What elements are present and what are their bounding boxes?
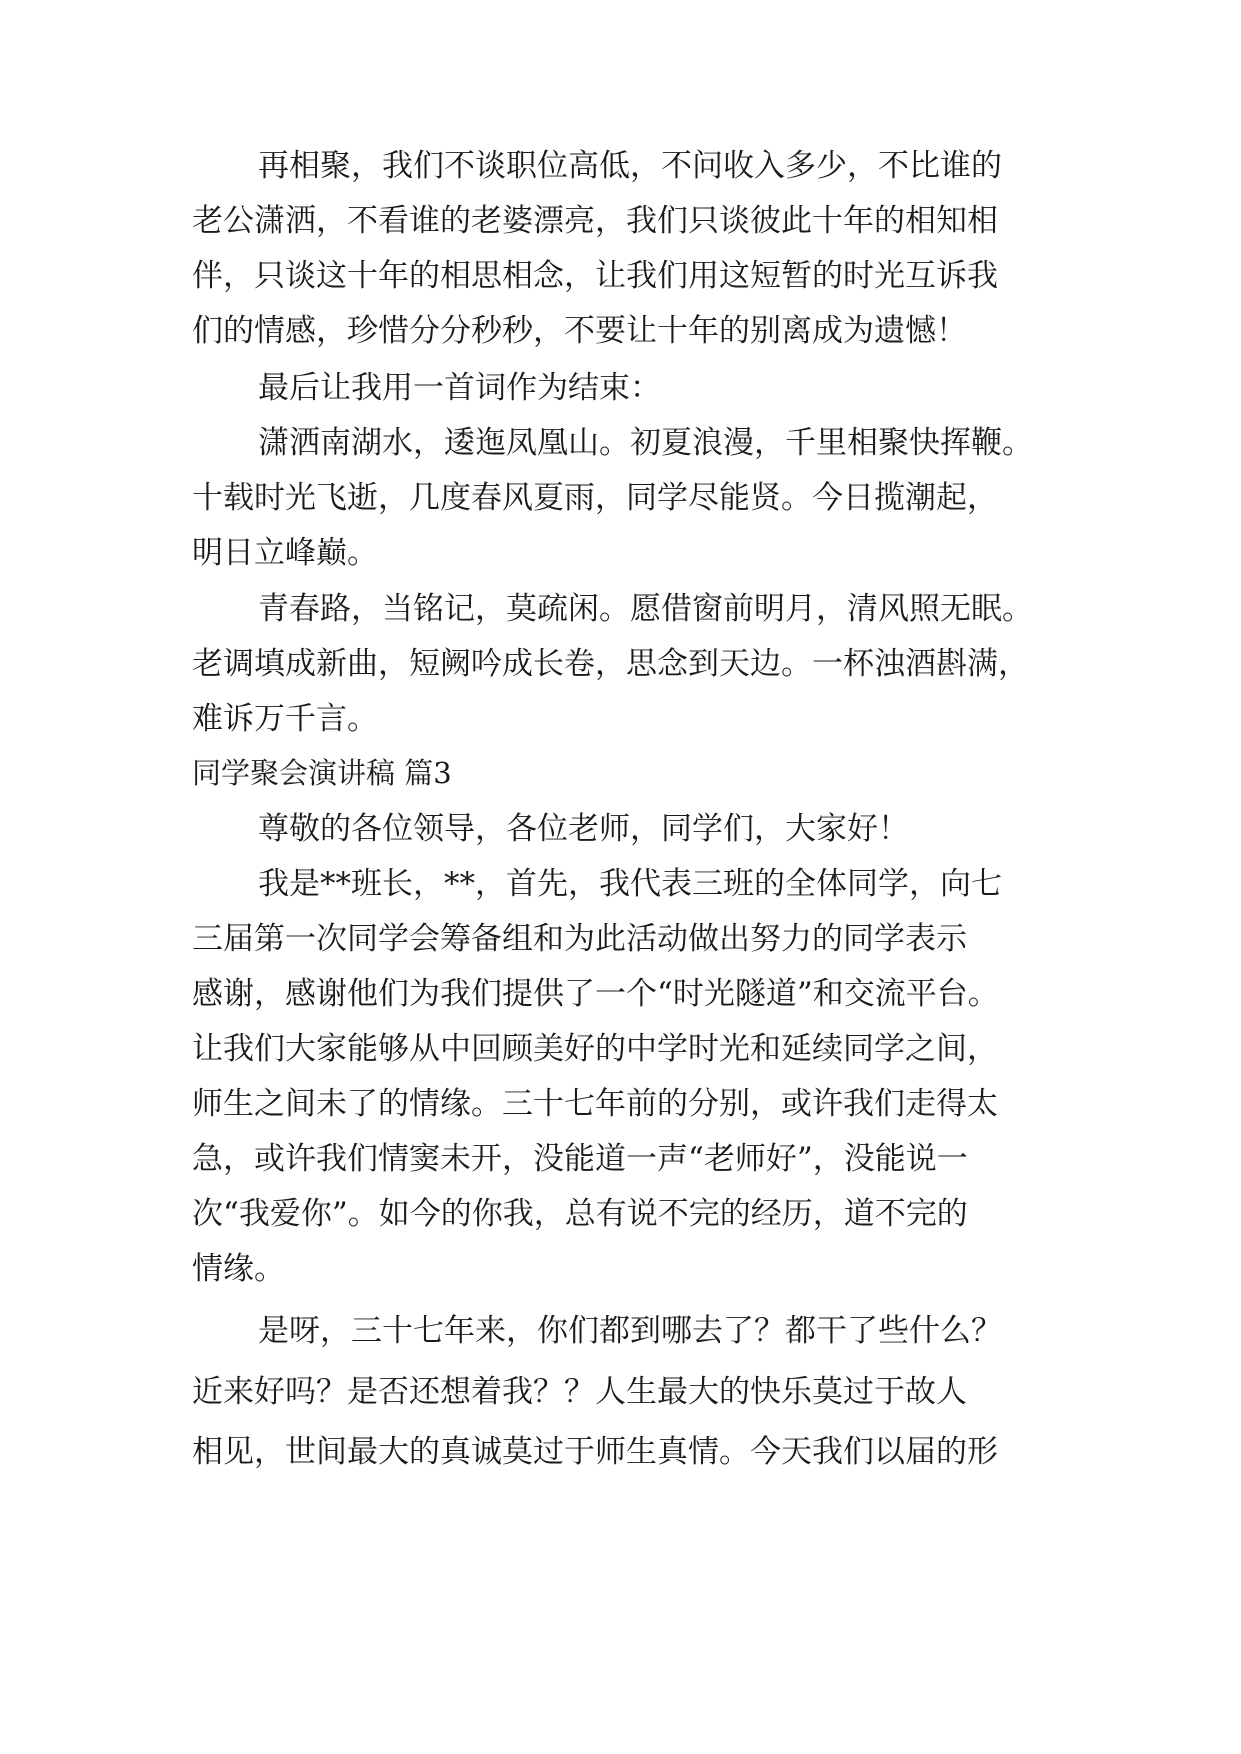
paragraph-6-line-1: 我是**班长，**，首先，我代表三班的全体同学，向七 [258, 866, 1002, 902]
paragraph-4-line-3: 难诉万千言。 [192, 701, 378, 737]
paragraph-7-line-1: 是呀，三十七年来，你们都到哪去了？都干了些什么？ [258, 1313, 1002, 1349]
paragraph-6-line-5: 师生之间未了的情缘。三十七年前的分别，或许我们走得太 [192, 1086, 998, 1122]
paragraph-1-line-2: 老公潇洒，不看谁的老婆漂亮，我们只谈彼此十年的相知相 [192, 203, 998, 239]
paragraph-6-line-7: 次“我爱你”。如今的你我，总有说不完的经历，道不完的 [192, 1196, 968, 1232]
paragraph-6-line-2: 三届第一次同学会筹备组和为此活动做出努力的同学表示 [192, 921, 967, 957]
paragraph-3-line-3: 明日立峰巅。 [192, 535, 378, 571]
paragraph-1-line-4: 们的情感，珍惜分分秒秒，不要让十年的别离成为遗憾！ [192, 313, 967, 349]
paragraph-6-line-8: 情缘。 [192, 1251, 285, 1287]
paragraph-6-line-4: 让我们大家能够从中回顾美好的中学时光和延续同学之间， [192, 1031, 998, 1067]
paragraph-4-line-2: 老调填成新曲，短阙吟成长卷，思念到天边。一杯浊酒斟满， [192, 646, 1029, 682]
paragraph-6-line-6: 急，或许我们情窦未开，没能道一声“老师好”，没能说一 [192, 1141, 968, 1177]
paragraph-7-line-3: 相见，世间最大的真诚莫过于师生真情。今天我们以届的形 [192, 1434, 998, 1470]
paragraph-7-line-2: 近来好吗？是否还想着我？？人生最大的快乐莫过于故人 [192, 1374, 967, 1410]
paragraph-5-line-1: 尊敬的各位领导，各位老师，同学们，大家好！ [258, 811, 909, 847]
section-heading: 同学聚会演讲稿 篇3 [192, 756, 452, 790]
paragraph-6-line-3: 感谢，感谢他们为我们提供了一个“时光隧道”和交流平台。 [192, 976, 999, 1012]
paragraph-3-line-2: 十载时光飞逝，几度春风夏雨，同学尽能贤。今日揽潮起， [192, 480, 998, 516]
paragraph-1-line-3: 伴，只谈这十年的相思相念，让我们用这短暂的时光互诉我 [192, 258, 998, 294]
paragraph-3-line-1: 潇洒南湖水，逶迤凤凰山。初夏浪漫，千里相聚快挥鞭。 [258, 425, 1033, 461]
paragraph-1-line-1: 再相聚，我们不谈职位高低，不问收入多少，不比谁的 [258, 148, 1002, 184]
paragraph-2-line-1: 最后让我用一首词作为结束： [258, 370, 661, 406]
paragraph-4-line-1: 青春路，当铭记，莫疏闲。愿借窗前明月，清风照无眠。 [258, 591, 1033, 627]
